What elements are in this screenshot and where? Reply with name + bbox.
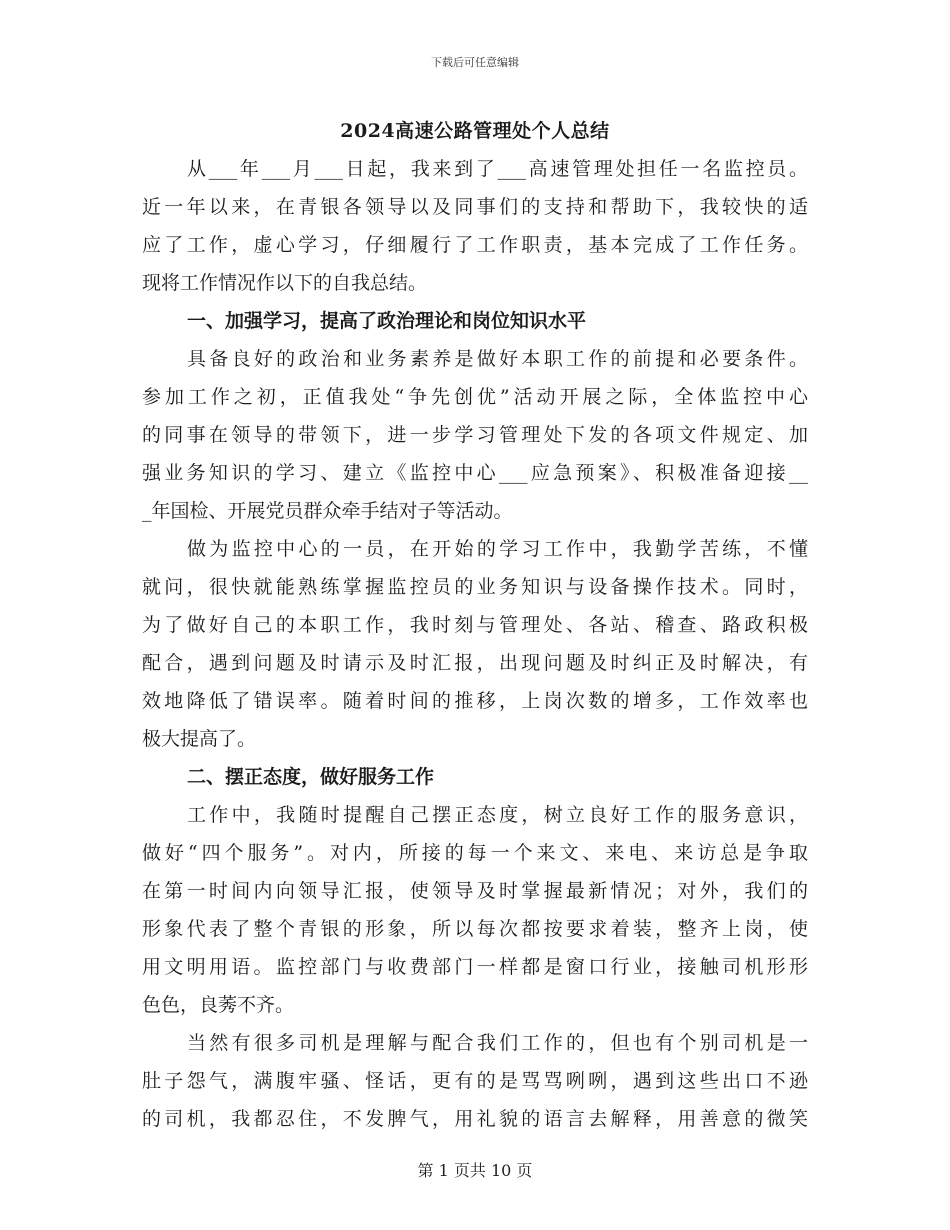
text-line: 当然有很多司机是理解与配合我们工作的，但也有个别司机是一 <box>187 1032 808 1054</box>
text-line: 用文明用语。监控部门与收费部门一样都是窗口行业，接触司机形形 <box>142 956 808 978</box>
text-line: 极大提高了。 <box>142 728 257 750</box>
text-line: 参加工作之初，正值我处“争先创优”活动开展之际，全体监控中心 <box>142 386 808 408</box>
text-line: 肚子怨气，满腹牢骚、怪话，更有的是骂骂咧咧，遇到这些出口不逊 <box>142 1070 808 1092</box>
text-line: 工作中，我随时提醒自己摆正态度，树立良好工作的服务意识， <box>187 804 808 826</box>
section-heading: 二、摆正态度，做好服务工作 <box>187 766 435 788</box>
text-line: _年国检、开展党员群众牵手结对子等活动。 <box>142 500 513 522</box>
text-line: 现将工作情况作以下的自我总结。 <box>142 272 428 294</box>
page-header: 下载后可任意编辑 <box>431 56 519 69</box>
text-line: 具备良好的政治和业务素养是做好本职工作的前提和必要条件。 <box>187 348 808 370</box>
text-line: 应了工作，虚心学习，仔细履行了工作职责，基本完成了工作任务。 <box>142 234 808 256</box>
text-line: 就问，很快就能熟练掌握监控员的业务知识与设备操作技术。同时， <box>142 576 808 598</box>
text-line: 效地降低了错误率。随着时间的推移，上岗次数的增多，工作效率也 <box>142 690 808 712</box>
text-line: 色色，良莠不齐。 <box>142 994 295 1016</box>
text-line: 的司机，我都忍住，不发脾气，用礼貌的语言去解释，用善意的微笑 <box>142 1108 808 1130</box>
text-line: 强业务知识的学习、建立《监控中心___应急预案》、积极准备迎接__ <box>142 462 808 484</box>
text-line: 从___年___月___日起，我来到了___高速管理处担任一名监控员。 <box>187 158 808 180</box>
text-line: 配合，遇到问题及时请示及时汇报，出现问题及时纠正及时解决，有 <box>142 652 808 674</box>
text-line: 做为监控中心的一员，在开始的学习工作中，我勤学苦练，不懂 <box>187 538 808 560</box>
document-title: 2024高速公路管理处个人总结 <box>340 120 610 142</box>
text-line: 做好“四个服务”。对内，所接的每一个来文、来电、来访总是争取 <box>142 842 808 864</box>
text-line: 近一年以来，在青银各领导以及同事们的支持和帮助下，我较快的适 <box>142 196 808 218</box>
text-line: 在第一时间内向领导汇报，使领导及时掌握最新情况；对外，我们的 <box>142 880 808 902</box>
document-body <box>142 150 808 1138</box>
text-line: 的同事在领导的带领下，进一步学习管理处下发的各项文件规定、加 <box>142 424 808 446</box>
section-heading: 一、加强学习，提高了政治理论和岗位知识水平 <box>187 310 587 332</box>
page-footer: 第 1 页共 10 页 <box>417 1161 533 1180</box>
text-line: 形象代表了整个青银的形象，所以每次都按要求着装，整齐上岗，使 <box>142 918 808 940</box>
text-line: 为了做好自己的本职工作，我时刻与管理处、各站、稽查、路政积极 <box>142 614 808 636</box>
